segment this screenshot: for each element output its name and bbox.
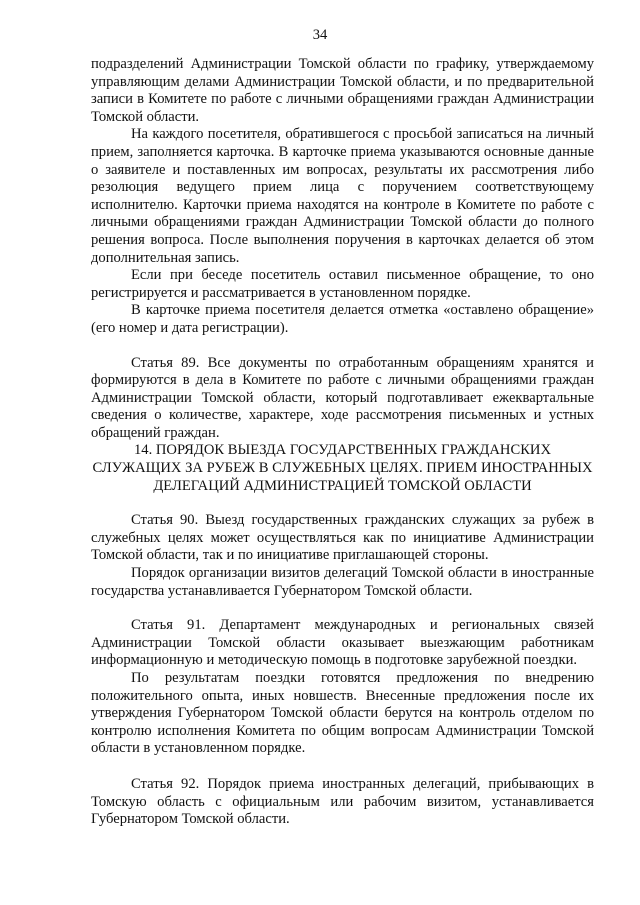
article-90: Статья 90. Выезд государственных гражданских служащих за рубеж в служебных целях может осуществляться как по инициативе Администрации Томской области, так и по инициативе приглашающей стороны. bbox=[91, 512, 594, 564]
paragraph-trip-results: По результатам поездки готовятся предложения по внедрению положительного опыта, иных новшеств. Внесенные предложения после их утверждения Губернатором Томской области берутся на контроль отделом по контролю исполнения Комитета по общим вопросам Администрации Томской области в установленном порядке. bbox=[91, 670, 594, 757]
article-91: Статья 91. Департамент международных и региональных связей Администрации Томской области оказывает выезжающим работникам информационную и методическую помощь в подготовке зарубежной поездки. bbox=[91, 617, 594, 669]
paragraph-written-appeal: Если при беседе посетитель оставил письменное обращение, то оно регистрируется и рассматривается в установленном порядке. bbox=[91, 267, 594, 301]
paragraph-delegation-visits: Порядок организации визитов делегаций Томской области в иностранные государства устанавливается Губернатором Томской области. bbox=[91, 565, 594, 599]
page-body bbox=[91, 56, 594, 829]
paragraph-card-mark: В карточке приема посетителя делается отметка «оставлено обращение» (его номер и дата регистрации). bbox=[91, 302, 594, 336]
section-heading-14: 14. ПОРЯДОК ВЫЕЗДА ГОСУДАРСТВЕННЫХ ГРАЖДАНСКИХ СЛУЖАЩИХ ЗА РУБЕЖ В СЛУЖЕБНЫХ ЦЕЛЯХ. ПРИЕМ ИНОСТРАННЫХ ДЕЛЕГАЦИЙ АДМИНИСТРАЦИЕЙ ТОМСКОЙ ОБЛАСТИ bbox=[92, 442, 593, 494]
paragraph-continuation: подразделений Администрации Томской области по графику, утверждаемому управляющим делами Администрации Томской области, и по предварительной записи в Комитете по работе с личными обращениями граждан Администрации Томской области. bbox=[91, 56, 594, 125]
article-92: Статья 92. Порядок приема иностранных делегаций, прибывающих в Томскую область с официальным или рабочим визитом, устанавливается Губернатором Томской области. bbox=[91, 775, 594, 828]
page-number: 34 bbox=[312, 27, 328, 43]
paragraph-visitor-card: На каждого посетителя, обратившегося с просьбой записаться на личный прием, заполняется карточка. В карточке приема указываются основные данные о заявителе и поставленных им вопросах, результаты их рассмотрения либо резолюция ведущего прием лица с поручением соответствующему исполнителю. Карточки приема находятся на контроле в Комитете по работе с личными обращениями граждан Администрации Томской области до полного решения вопроса. После выполнения поручения в карточках делается об этом дополнительная запись. bbox=[91, 126, 594, 266]
article-89: Статья 89. Все документы по отработанным обращениям хранятся и формируются в дела в Комитете по работе с личными обращениями граждан Администрации Томской области, который подготавливает ежеквартальные сведения о количестве, характере, ходе рассмотрения письменных и устных обращений граждан. bbox=[91, 354, 594, 441]
